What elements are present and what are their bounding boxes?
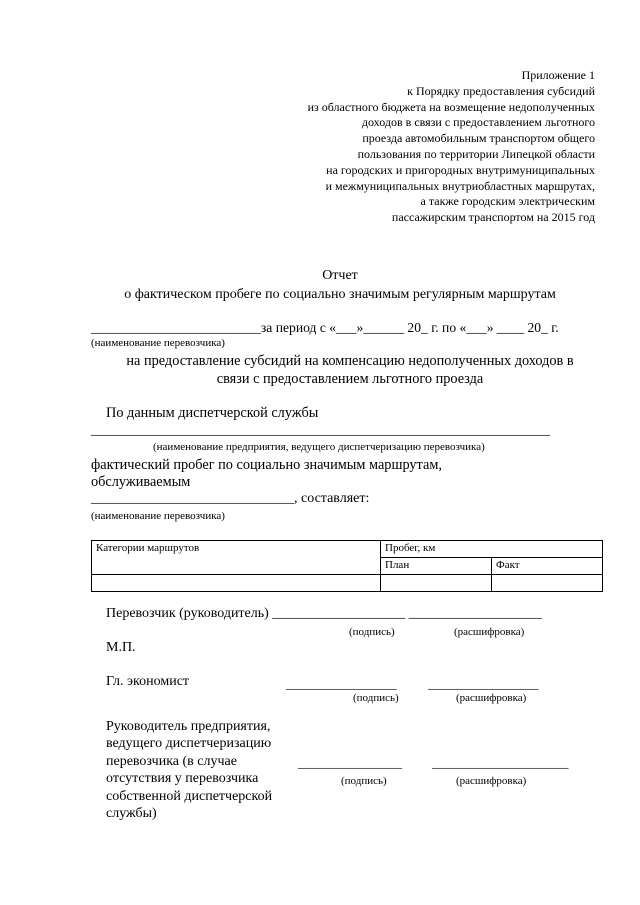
subsidy-line: связи с предоставлением льготного проезда [216,371,484,387]
appendix-line: на городских и пригородных внутримуниципальных [326,162,595,177]
mileage-caption: (наименование перевозчика) [91,510,225,522]
economist-sign-line: _________________ [286,676,397,691]
appendix-header [265,68,595,226]
stamp-place: М.П. [106,640,136,655]
dispatch-head-label [106,718,296,822]
dispatch-intro: По данным диспетчерской службы [106,405,319,421]
table-row [92,541,603,558]
dispatch-head-line: ведущего диспетчеризацию [106,736,272,752]
period-line: _________________________за период с «___»______ 20_ г. по «___» ____ 20_ г. [91,320,559,335]
subsidy-line: на предоставление субсидий на компенсацию недополученных доходов в [126,353,574,369]
carrier-sign-caption: (подпись) [349,626,395,638]
appendix-line: к Порядку предоставления субсидий [407,83,595,98]
economist-label: Гл. экономист [106,674,190,689]
route-categories-table [91,540,603,592]
mileage-blank: _____________________________, составляет: [91,491,370,506]
table-cell[interactable] [92,575,381,592]
dispatch-head-line: перевозчика (в случае [106,753,237,769]
report-subtitle: о фактическом пробеге по социально значимым регулярным маршрутам [124,287,556,302]
table-row [92,575,603,592]
table-header-category: Категории маршрутов [92,541,381,575]
appendix-line: а также городским электрическим [420,194,595,209]
subsidy-purpose [100,352,600,388]
appendix-line: из областного бюджета на возмещение недополученных [307,99,595,114]
dispatch-caption: (наименование предприятия, ведущего диспетчеризацию перевозчика) [153,441,485,453]
dispatch-head-line: отсутствия у перевозчика [106,771,259,787]
table-header-plan: План [381,558,492,575]
report-title: Отчет [322,268,358,283]
appendix-line: пользования по территории Липецкой области [357,146,595,161]
dispatch-head-line: собственной диспетчерской [106,788,273,804]
mileage-line: фактический пробег по социально значимым маршрутам, [91,457,442,473]
table-header-fact: Факт [492,558,603,575]
mileage-line: обслуживаемым [91,474,191,490]
table-header-mileage: Пробег, км [381,541,603,558]
dispatch-head-line: Руководитель предприятия, [106,719,271,734]
appendix-line: пассажирским транспортом на 2015 год [391,210,595,225]
dispatch-head-line: службы) [106,806,157,822]
carrier-caption: (наименование перевозчика) [91,337,225,349]
appendix-line: доходов в связи с предоставлением льготного [361,115,595,130]
table-cell[interactable] [381,575,492,592]
appendix-line: и межмуниципальных внутриобластных маршрутах, [325,178,595,193]
head-decode-line: _____________________ [432,755,569,770]
carrier-signature-line: Перевозчик (руководитель) ___________________ ___________________ [106,606,542,621]
economist-sign-caption: (подпись) [353,692,399,704]
appendix-line: Приложение 1 [521,68,595,82]
table-cell[interactable] [492,575,603,592]
carrier-decode-caption: (расшифровка) [454,626,525,638]
head-sign-caption: (подпись) [341,775,387,787]
economist-decode-caption: (расшифровка) [456,692,527,704]
economist-decode-line: _________________ [428,676,539,691]
dispatch-blank-line: ____________________________________________________________________ [91,422,550,437]
head-decode-caption: (расшифровка) [456,775,527,787]
appendix-line: проезда автомобильным транспортом общего [362,131,595,146]
head-sign-line: ________________ [298,755,402,770]
